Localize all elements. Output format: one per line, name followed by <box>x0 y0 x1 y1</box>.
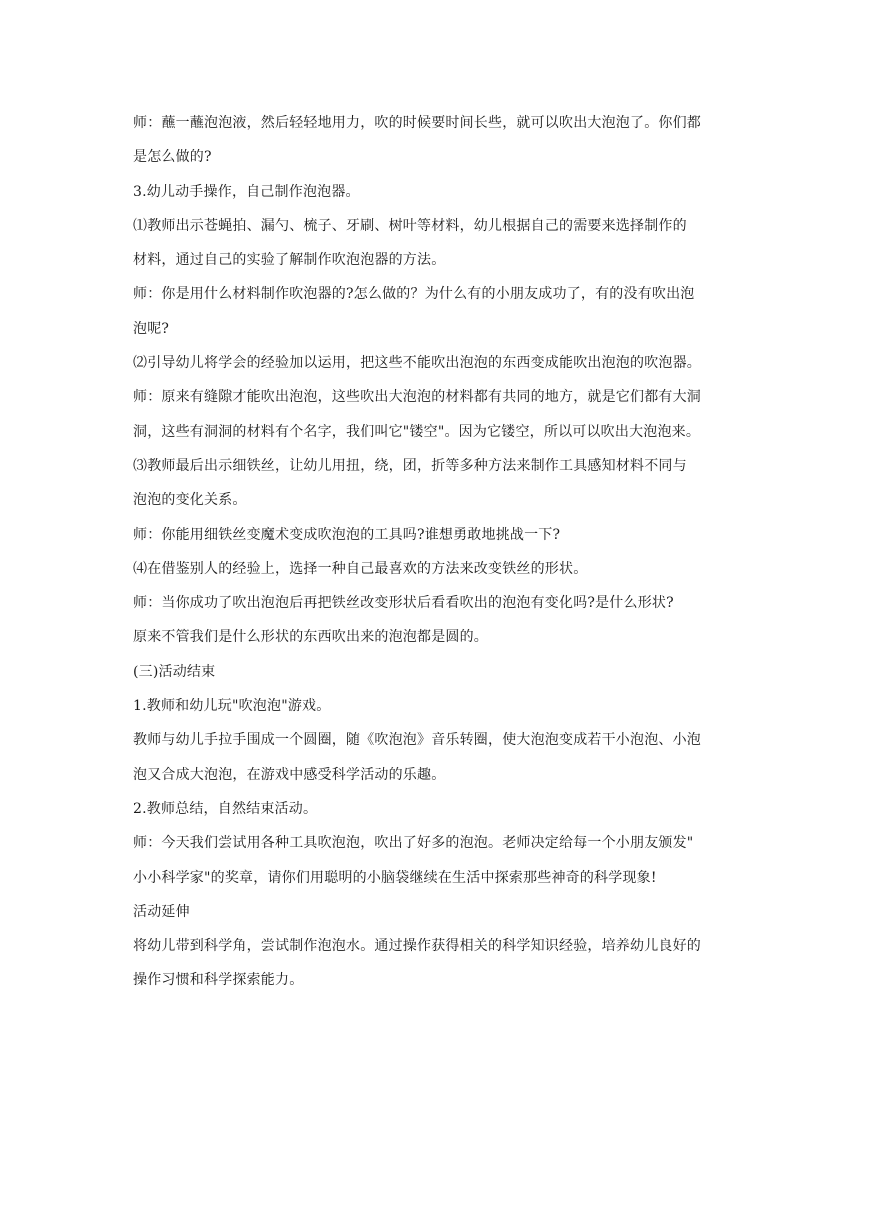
text-line: 小小科学家"的奖章，请你们用聪明的小脑袋继续在生活中探索那些神奇的科学现象! <box>133 869 657 886</box>
text-line: 材料，通过自己的实验了解制作吹泡泡器的方法。 <box>133 252 446 269</box>
text-line: ⑶教师最后出示细铁丝，让幼儿用扭，绕，团，折等多种方法来制作工具感知材料不同与 <box>133 457 687 474</box>
text-line: 1.教师和幼儿玩"吹泡泡"游戏。 <box>133 698 331 715</box>
text-line: 洞，这些有洞洞的材料有个名字，我们叫它"镂空"。因为它镂空，所以可以吹出大泡泡来。 <box>133 423 701 440</box>
text-line: ⑴教师出示苍蝇拍、漏勺、梳子、牙刷、树叶等材料，幼儿根据自己的需要来选择制作的 <box>133 217 687 234</box>
text-line: 师：蘸一蘸泡泡液，然后轻轻地用力，吹的时候要时间长些，就可以吹出大泡泡了。你们都 <box>133 115 701 131</box>
document-body <box>133 106 738 998</box>
text-line: 师：当你成功了吹出泡泡后再把铁丝改变形状后看看吹出的泡泡有变化吗?是什么形状? <box>133 595 674 612</box>
text-line: 将幼儿带到科学角，尝试制作泡泡水。通过操作获得相关的科学知识经验，培养幼儿良好的 <box>133 938 701 955</box>
text-line: 3.幼儿动手操作，自己制作泡泡器。 <box>133 183 360 200</box>
text-line: 操作习惯和科学探索能力。 <box>133 972 304 989</box>
text-line: 师：你能用细铁丝变魔术变成吹泡泡的工具吗?谁想勇敢地挑战一下? <box>133 526 561 543</box>
text-line: 原来不管我们是什么形状的东西吹出来的泡泡都是圆的。 <box>133 629 488 646</box>
text-line: ⑷在借鉴别人的经验上，选择一种自己最喜欢的方法来改变铁丝的形状。 <box>133 560 588 577</box>
text-line: 师：今天我们尝试用各种工具吹泡泡，吹出了好多的泡泡。老师决定给每一个小朋友颁发" <box>133 835 694 852</box>
text-line: ⑵引导幼儿将学会的经验加以运用，把这些不能吹出泡泡的东西变成能吹出泡泡的吹泡器。 <box>133 355 701 372</box>
text-line: 2.教师总结，自然结束活动。 <box>133 800 318 817</box>
text-line: 泡又合成大泡泡，在游戏中感受科学活动的乐趣。 <box>133 766 446 783</box>
section-heading: 活动延伸 <box>133 903 190 920</box>
text-line: 教师与幼儿手拉手围成一个圆圈，随《吹泡泡》音乐转圈，使大泡泡变成若干小泡泡、小泡 <box>133 732 701 749</box>
text-line: 师：原来有缝隙才能吹出泡泡，这些吹出大泡泡的材料都有共同的地方，就是它们都有大洞 <box>133 389 701 406</box>
text-line: 泡呢? <box>133 320 170 337</box>
text-line: 泡泡的变化关系。 <box>133 492 247 509</box>
text-line: 师：你是用什么材料制作吹泡器的?怎么做的？为什么有的小朋友成功了，有的没有吹出泡 <box>133 286 695 303</box>
text-line: 是怎么做的? <box>133 149 212 166</box>
section-heading: (三)活动结束 <box>133 663 216 680</box>
